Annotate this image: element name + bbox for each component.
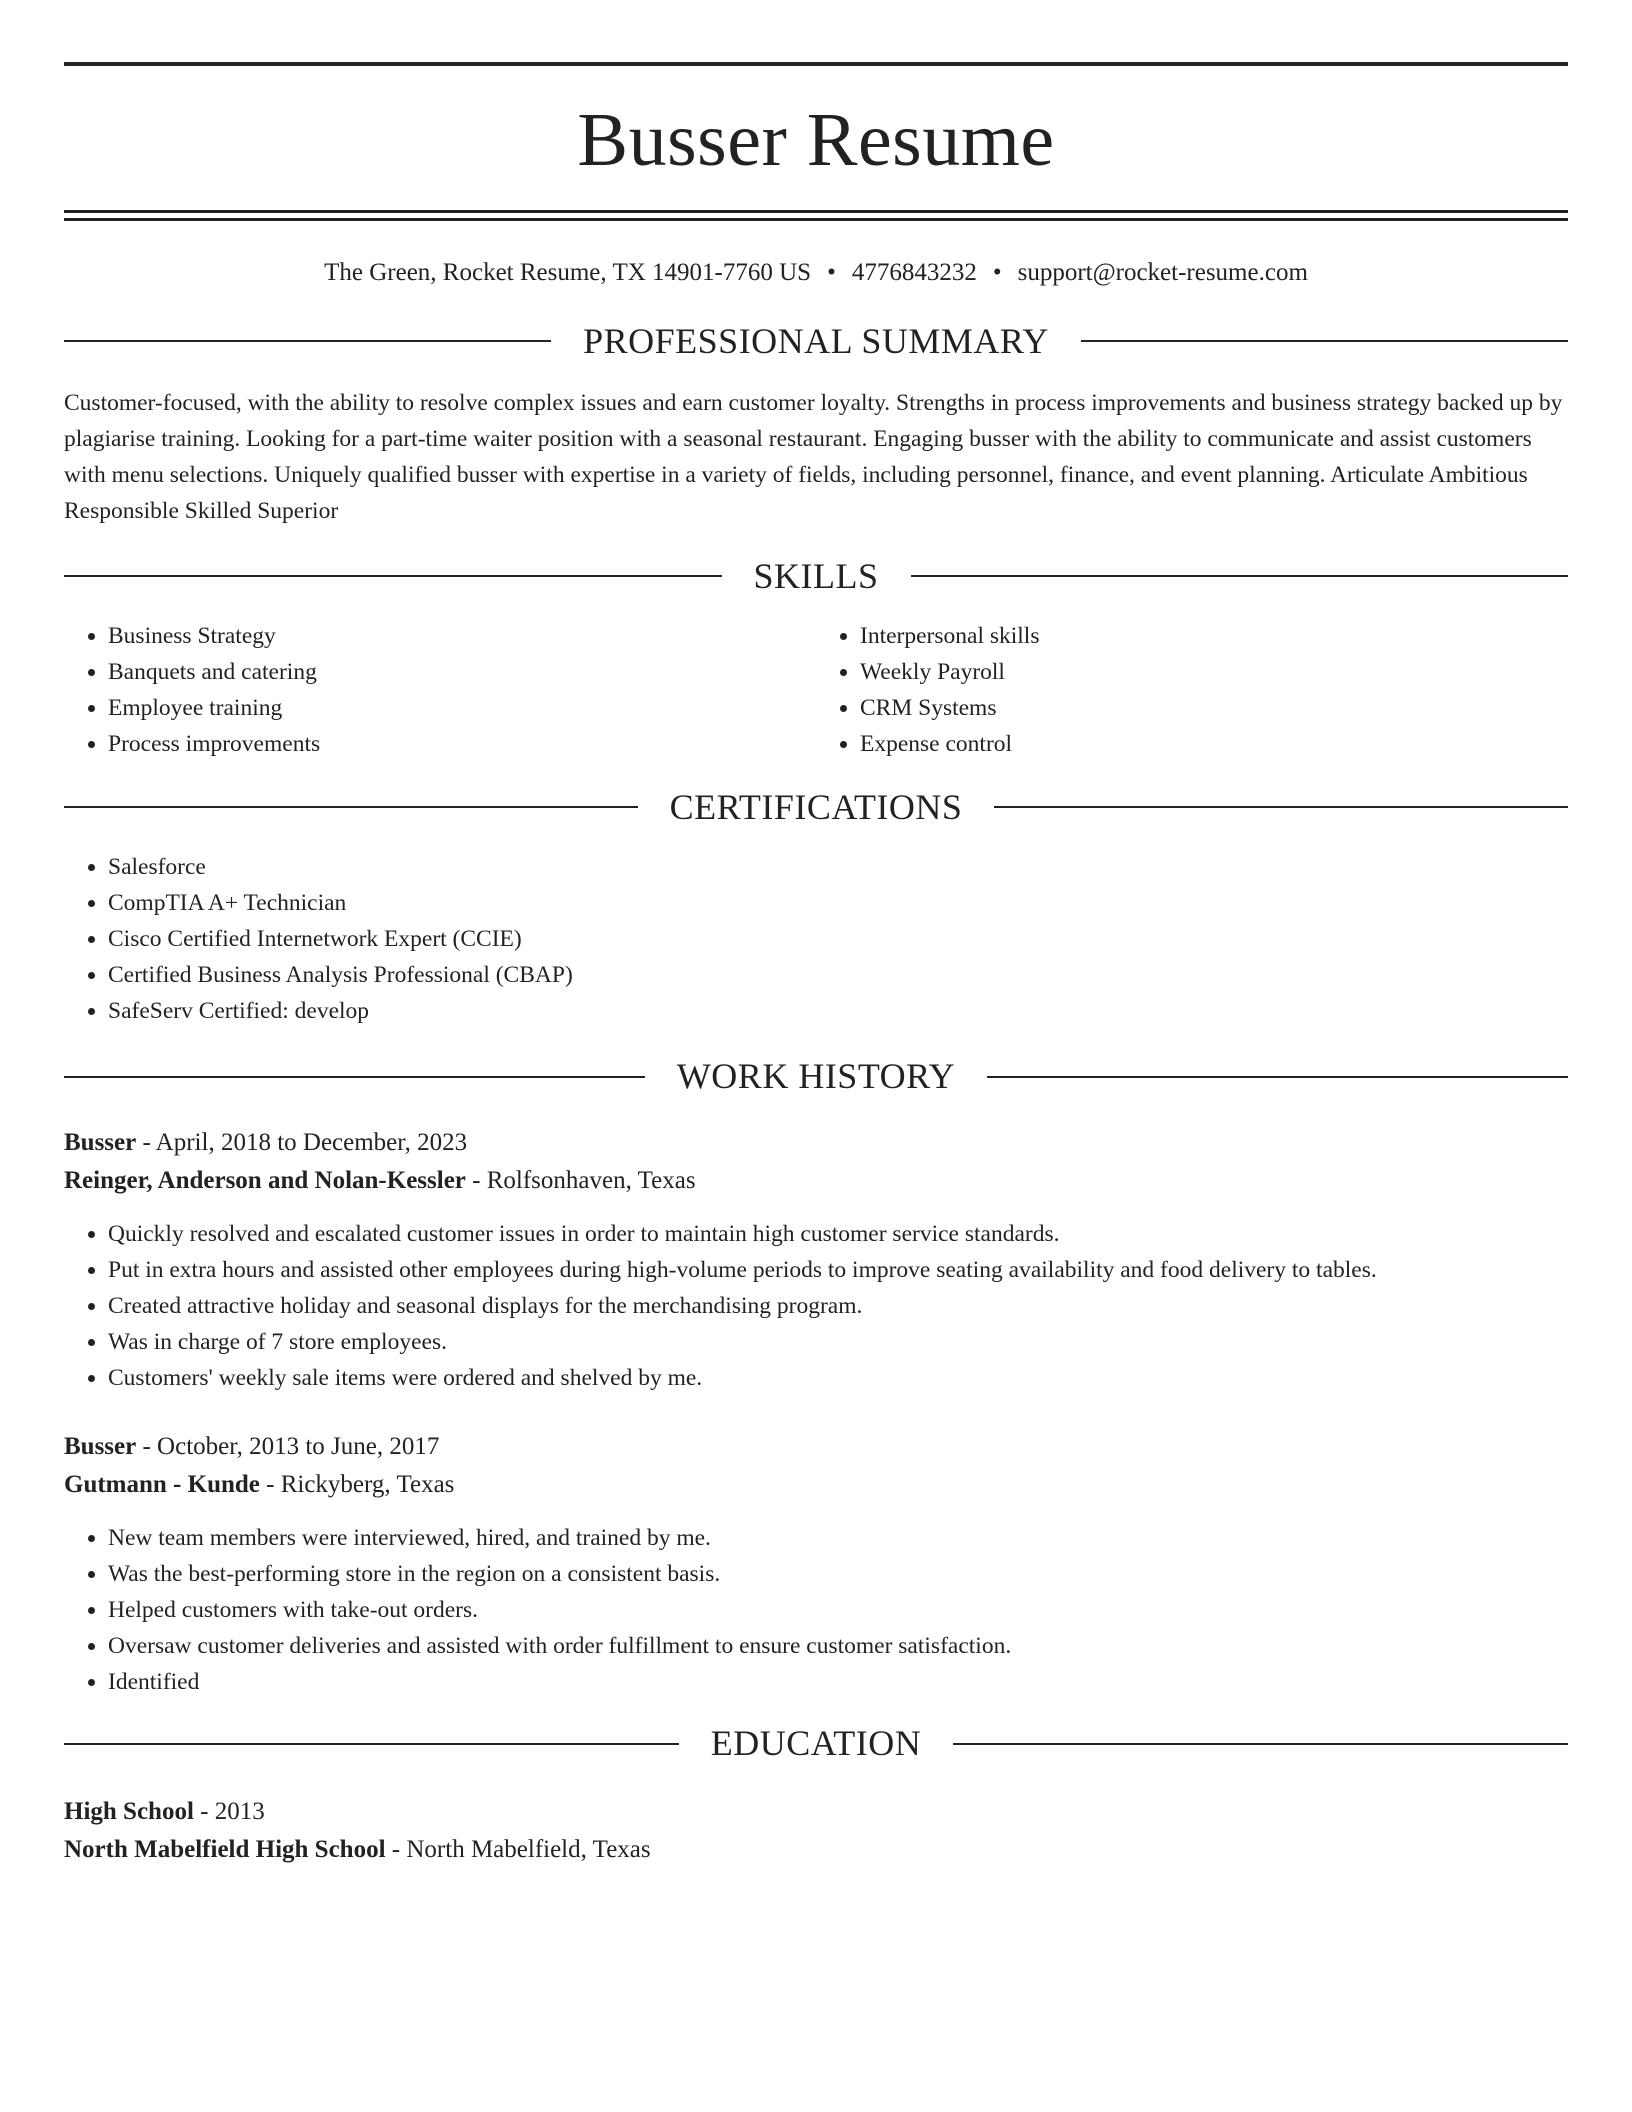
education-heading: EDUCATION xyxy=(710,1723,922,1764)
certification-item: • SafeServ Certified: develop xyxy=(108,993,1568,1029)
contact-address: The Green, Rocket Resume, TX 14901-7760 US xyxy=(324,259,812,286)
summary-text: Customer-focused, with the ability to resolve complex issues and earn customer loyalty. Strengths in process improvements and business strategy backed up by plagiarise training. Looking for a part-time waiter position with a seasonal restaurant. Engaging busser with the ability to communicate and assist customers with menu selections. Uniquely qualified busser with expertise in a variety of fields, including personnel, finance, and event planning. Articulate Ambitious Responsible Skilled Superior xyxy=(64,389,1563,524)
certification-item: • Certified Business Analysis Professional (CBAP) xyxy=(108,957,1568,993)
job-entry xyxy=(64,1124,1568,1396)
certifications-list xyxy=(64,849,1568,1029)
skill-item: • Banquets and catering xyxy=(108,654,816,690)
certifications-heading: CERTIFICATIONS xyxy=(669,786,963,827)
job-bullet: • Oversaw customer deliveries and assisted with order fulfillment to ensure customer satisfaction. xyxy=(108,1628,1568,1664)
job-title: Busser xyxy=(64,1433,137,1461)
job-bullet: • Put in extra hours and assisted other employees during high-volume periods to improve seating availability and food delivery to tables. xyxy=(108,1252,1568,1288)
job-bullet: • Created attractive holiday and seasonal displays for the merchandising program. xyxy=(108,1288,1568,1324)
education-degree: High School xyxy=(64,1798,194,1826)
heading-rule-right xyxy=(911,575,1569,577)
job-bullet: • Quickly resolved and escalated customer issues in order to maintain high customer service standards. xyxy=(108,1216,1568,1252)
work-history-heading: WORK HISTORY xyxy=(676,1056,956,1097)
job-title-line xyxy=(64,1124,1568,1162)
skill-item: • Expense control xyxy=(860,726,1568,762)
heading-rule-left xyxy=(64,575,722,577)
skills-list-right xyxy=(816,618,1568,762)
heading-rule-right xyxy=(1081,340,1568,342)
education-location: - North Mabelfield, Texas xyxy=(385,1836,651,1864)
job-title-line xyxy=(64,1428,1568,1466)
heading-rule-left xyxy=(64,806,638,808)
job-title: Busser xyxy=(64,1129,137,1157)
page-title: Busser Resume xyxy=(577,98,1055,182)
job-company: Reinger, Anderson and Nolan-Kessler xyxy=(64,1167,466,1195)
job-bullet: • Was in charge of 7 store employees. xyxy=(108,1324,1568,1360)
heading-rule-left xyxy=(64,1076,645,1078)
job-location: - Rolfsonhaven, Texas xyxy=(465,1167,696,1195)
education-entry xyxy=(64,1793,1568,1869)
top-rule xyxy=(64,62,1568,66)
education-school-line xyxy=(64,1831,1568,1869)
contact-separator: • xyxy=(992,259,1002,286)
job-bullets xyxy=(64,1216,1568,1396)
education-school: North Mabelfield High School xyxy=(64,1836,386,1864)
skill-item: • Process improvements xyxy=(108,726,816,762)
job-dates: - April, 2018 to December, 2023 xyxy=(136,1129,468,1157)
job-bullet: • New team members were interviewed, hired, and trained by me. xyxy=(108,1520,1568,1556)
heading-rule-right xyxy=(987,1076,1568,1078)
title-double-rule xyxy=(64,210,1568,221)
education-degree-line xyxy=(64,1793,1568,1831)
job-bullet: • Identified xyxy=(108,1664,1568,1700)
skill-item: • Business Strategy xyxy=(108,618,816,654)
summary-section-heading xyxy=(64,320,1568,363)
job-bullet: • Customers' weekly sale items were ordered and shelved by me. xyxy=(108,1360,1568,1396)
contact-phone: 4776843232 xyxy=(851,259,977,286)
heading-rule-right xyxy=(994,806,1568,808)
skills-columns xyxy=(64,618,1568,762)
education-year: - 2013 xyxy=(193,1798,265,1826)
certifications-section-heading xyxy=(64,786,1568,829)
job-location: - Rickyberg, Texas xyxy=(259,1471,455,1499)
contact-email: support@rocket-resume.com xyxy=(1017,259,1308,286)
certification-item: • Cisco Certified Internetwork Expert (CCIE) xyxy=(108,921,1568,957)
skills-list-left xyxy=(64,618,816,762)
job-company-line xyxy=(64,1466,1568,1504)
heading-rule-left xyxy=(64,340,551,342)
skill-item: • CRM Systems xyxy=(860,690,1568,726)
contact-separator: • xyxy=(827,259,836,286)
job-company-line xyxy=(64,1162,1568,1200)
certification-item: • CompTIA A+ Technician xyxy=(108,885,1568,921)
job-bullets xyxy=(64,1520,1568,1700)
contact-line xyxy=(64,257,1568,290)
heading-rule-left xyxy=(64,1743,679,1745)
skills-section-heading xyxy=(64,555,1568,598)
certification-item: • Salesforce xyxy=(108,849,1568,885)
skills-heading: SKILLS xyxy=(753,555,879,596)
job-company: Gutmann - Kunde xyxy=(64,1471,260,1499)
heading-rule-right xyxy=(953,1743,1568,1745)
skill-item: • Weekly Payroll xyxy=(860,654,1568,690)
skill-item: • Employee training xyxy=(108,690,816,726)
job-bullet: • Helped customers with take-out orders. xyxy=(108,1592,1568,1628)
summary-heading: PROFESSIONAL SUMMARY xyxy=(583,320,1049,361)
job-bullet: • Was the best-performing store in the region on a consistent basis. xyxy=(108,1556,1568,1592)
job-dates: - October, 2013 to June, 2017 xyxy=(136,1433,440,1461)
skill-item: • Interpersonal skills xyxy=(860,618,1568,654)
education-section-heading xyxy=(64,1722,1568,1765)
job-entry xyxy=(64,1428,1568,1700)
work-history-section-heading xyxy=(64,1055,1568,1098)
